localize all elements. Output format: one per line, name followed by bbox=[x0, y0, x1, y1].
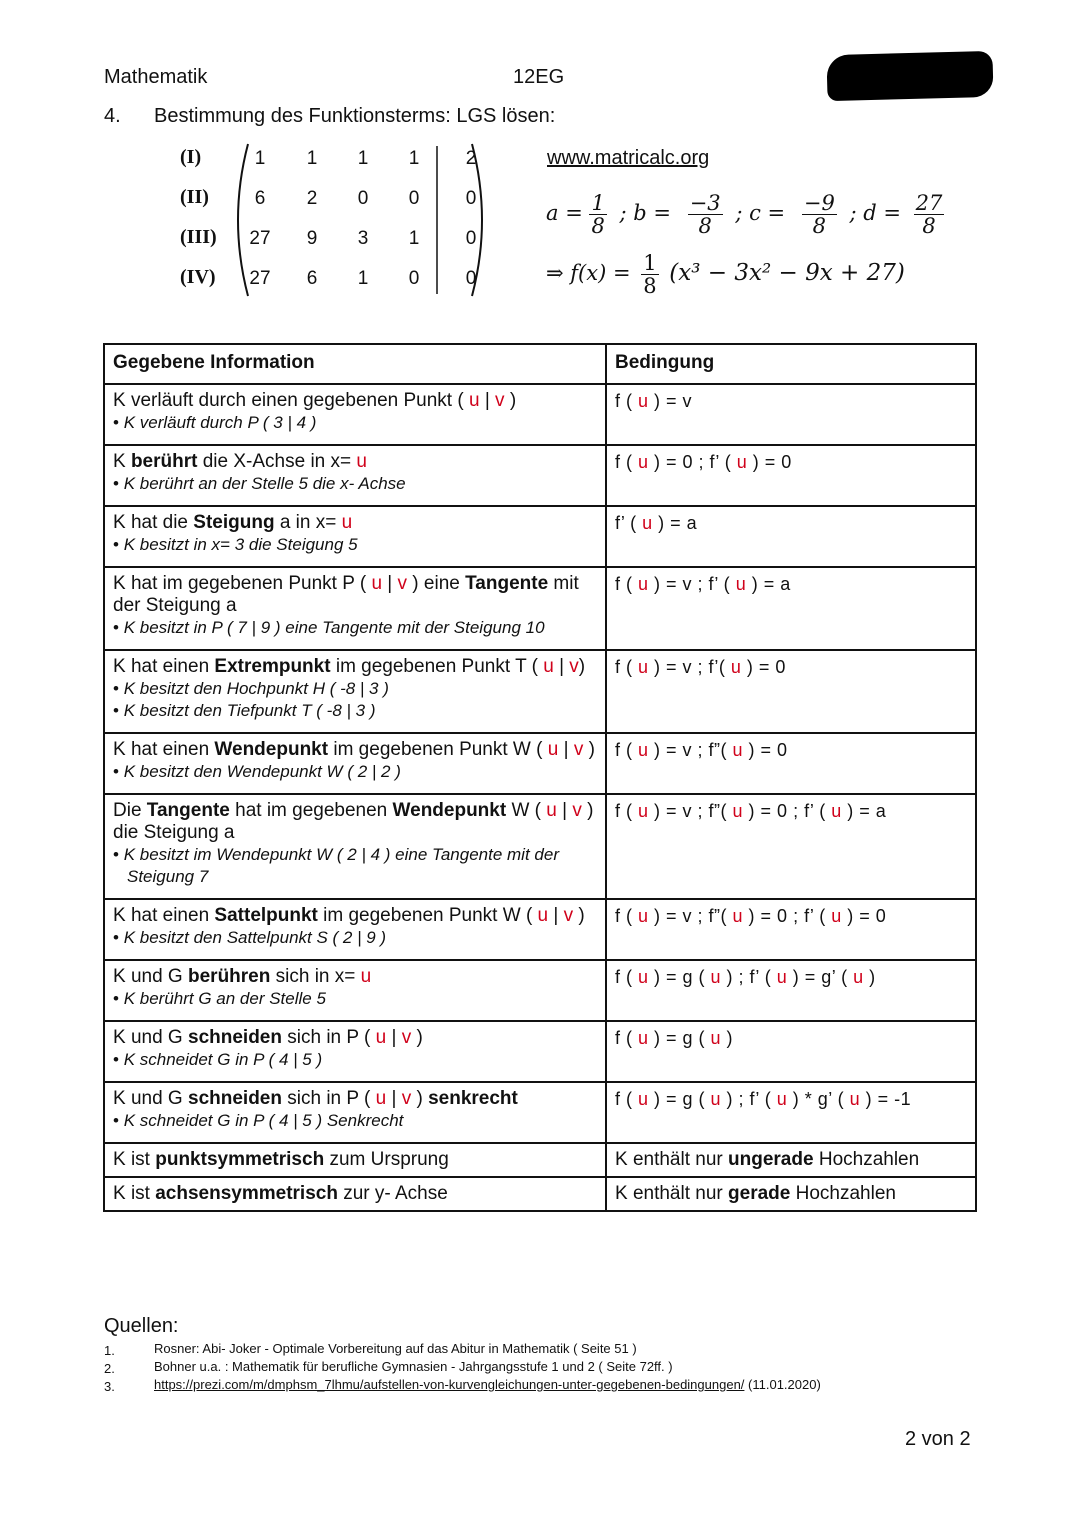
information-text: K und G schneiden sich in P ( u | v ) bbox=[113, 1027, 423, 1048]
condition-text: K enthält nur gerade Hochzahlen bbox=[615, 1183, 896, 1204]
information-text: K verläuft durch einen gegebenen Punkt ( u | v ) bbox=[113, 390, 517, 411]
condition-text: f ( u ) = v ; f’ ( u ) = a bbox=[615, 574, 791, 594]
function-prefix: ⇒ f(x) = bbox=[546, 261, 631, 286]
table-row bbox=[104, 899, 976, 960]
matrix-cell: 0 bbox=[408, 188, 420, 209]
example-bullet: • K besitzt in P ( 7 | 9 ) eine Tangente mit der Steigung 10 bbox=[113, 617, 597, 639]
information-text: K berührt die X-Achse in x= u bbox=[113, 451, 367, 472]
table-header-row bbox=[104, 344, 976, 384]
matrix-cell: 6 bbox=[254, 188, 266, 209]
matrix-row-label: (III) bbox=[180, 226, 217, 248]
source-text: Bohner u.a. : Mathematik für berufliche Gymnasien - Jahrgangsstufe 1 und 2 ( Seite 72ff. ) bbox=[154, 1359, 673, 1374]
condition-cell bbox=[606, 960, 976, 1021]
source-text: https://prezi.com/m/dmphsm_7lhmu/aufstellen-von-kurvengleichungen-unter-gegebenen-bedingungen/ (11.01.2020) bbox=[154, 1377, 821, 1392]
matrix-cell: 1 bbox=[306, 148, 318, 169]
coef-d: $\frac{27}{8}$ bbox=[915, 191, 943, 239]
sources-title: Quellen: bbox=[104, 1315, 179, 1337]
section-number: 4. bbox=[104, 105, 121, 127]
given-information-cell bbox=[104, 384, 606, 445]
matrix-cell: 27 bbox=[249, 268, 271, 289]
function-polynomial: (x³ − 3x² − 9x + 27) bbox=[669, 260, 905, 287]
class-label: 12EG bbox=[513, 66, 565, 88]
table-row bbox=[104, 506, 976, 567]
redacted-name bbox=[826, 51, 993, 101]
conditions-table bbox=[103, 343, 977, 1212]
matrix-cell: 3 bbox=[357, 228, 369, 249]
table-row bbox=[104, 1021, 976, 1082]
given-information-cell bbox=[104, 1021, 606, 1082]
matrix-cell: 6 bbox=[306, 268, 318, 289]
given-information-cell bbox=[104, 960, 606, 1021]
matrix-cell: 9 bbox=[306, 228, 318, 249]
page-number: 2 von 2 bbox=[905, 1428, 971, 1450]
subject-label: Mathematik bbox=[104, 66, 208, 88]
given-information-cell bbox=[104, 1143, 606, 1177]
information-text: K und G schneiden sich in P ( u | v ) senkrecht bbox=[113, 1088, 518, 1109]
matrix-row-label: (II) bbox=[180, 186, 209, 208]
example-bullet: • K verläuft durch P ( 3 | 4 ) bbox=[113, 412, 597, 434]
condition-text: f ( u ) = v ; f”( u ) = 0 ; f’ ( u ) = 0 bbox=[615, 906, 887, 926]
table-row bbox=[104, 794, 976, 899]
source-item bbox=[104, 1359, 1004, 1377]
function-term bbox=[546, 252, 905, 297]
section-title: Bestimmung des Funktionsterms: LGS lösen: bbox=[154, 105, 556, 127]
table-row bbox=[104, 567, 976, 650]
example-bullet: • K besitzt den Tiefpunkt T ( -8 | 3 ) bbox=[113, 700, 597, 722]
coef-b: $\frac{-3}{8}$ bbox=[689, 191, 721, 239]
matrix-cell: 0 bbox=[408, 268, 420, 289]
augmented-matrix bbox=[170, 140, 510, 300]
given-information-cell bbox=[104, 794, 606, 899]
given-information-cell bbox=[104, 650, 606, 733]
information-text: K hat einen Extrempunkt im gegebenen Punkt T ( u | v) bbox=[113, 656, 586, 677]
solver-link[interactable]: www.matricalc.org bbox=[547, 147, 710, 169]
given-information-cell bbox=[104, 899, 606, 960]
example-bullet: • K schneidet G in P ( 4 | 5 ) Senkrecht bbox=[113, 1110, 597, 1132]
example-bullet: • K berührt G an der Stelle 5 bbox=[113, 988, 597, 1010]
coef-a-label: a = bbox=[546, 201, 583, 226]
header-condition: Bedingung bbox=[606, 344, 976, 384]
condition-cell bbox=[606, 1177, 976, 1211]
information-text: K ist achsensymmetrisch zur y- Achse bbox=[113, 1183, 448, 1204]
table-row bbox=[104, 960, 976, 1021]
condition-text: f ( u ) = v bbox=[615, 391, 693, 411]
example-bullet: • K besitzt den Sattelpunkt S ( 2 | 9 ) bbox=[113, 927, 597, 949]
example-bullet: • K besitzt den Wendepunkt W ( 2 | 2 ) bbox=[113, 761, 597, 783]
matrix-cell: 27 bbox=[249, 228, 271, 249]
matrix-rhs-cell: 0 bbox=[465, 268, 477, 289]
condition-cell bbox=[606, 506, 976, 567]
table-row bbox=[104, 445, 976, 506]
source-text: Rosner: Abi- Joker - Optimale Vorbereitung auf das Abitur in Mathematik ( Seite 51 ) bbox=[154, 1341, 637, 1356]
matrix-row-label: (I) bbox=[180, 146, 202, 168]
condition-cell bbox=[606, 1082, 976, 1143]
coef-b-label: ; b = bbox=[619, 201, 672, 226]
information-text: K hat einen Wendepunkt im gegebenen Punkt W ( u | v ) bbox=[113, 739, 595, 760]
matrix-cell: 1 bbox=[254, 148, 266, 169]
given-information-cell bbox=[104, 506, 606, 567]
matrix-rhs-cell: 0 bbox=[465, 228, 477, 249]
coef-c-label: ; c = bbox=[735, 201, 786, 226]
matrix-rhs-cell: 0 bbox=[465, 188, 477, 209]
example-bullet: • K schneidet G in P ( 4 | 5 ) bbox=[113, 1049, 597, 1071]
given-information-cell bbox=[104, 1082, 606, 1143]
table-row bbox=[104, 650, 976, 733]
matrix-cell: 1 bbox=[408, 228, 420, 249]
condition-cell bbox=[606, 794, 976, 899]
coefficients bbox=[546, 192, 944, 237]
matrix-row-label: (IV) bbox=[180, 266, 216, 288]
example-bullet: • K besitzt im Wendepunkt W ( 2 | 4 ) eine Tangente mit der Steigung 7 bbox=[113, 844, 597, 888]
example-bullet: • K berührt an der Stelle 5 die x- Achse bbox=[113, 473, 597, 495]
coef-d-label: ; d = bbox=[849, 201, 901, 226]
sources-list bbox=[104, 1341, 1004, 1395]
table-row bbox=[104, 1082, 976, 1143]
information-text: K hat einen Sattelpunkt im gegebenen Punkt W ( u | v ) bbox=[113, 905, 585, 926]
table-row bbox=[104, 1177, 976, 1211]
information-text: K hat die Steigung a in x= u bbox=[113, 512, 353, 533]
condition-cell bbox=[606, 1143, 976, 1177]
source-number: 2. bbox=[104, 1361, 115, 1376]
condition-cell bbox=[606, 445, 976, 506]
example-bullet: • K besitzt den Hochpunkt H ( -8 | 3 ) bbox=[113, 678, 597, 700]
source-item bbox=[104, 1341, 1004, 1359]
condition-cell bbox=[606, 733, 976, 794]
matrix-cell: 0 bbox=[357, 188, 369, 209]
given-information-cell bbox=[104, 567, 606, 650]
given-information-cell bbox=[104, 733, 606, 794]
condition-text: f ( u ) = v ; f’( u ) = 0 bbox=[615, 657, 786, 677]
matrix-rhs-cell: 2 bbox=[465, 148, 477, 169]
matrix-cell: 1 bbox=[357, 148, 369, 169]
source-number: 1. bbox=[104, 1343, 115, 1358]
condition-cell bbox=[606, 899, 976, 960]
condition-text: K enthält nur ungerade Hochzahlen bbox=[615, 1149, 920, 1170]
table-row bbox=[104, 733, 976, 794]
information-text: K und G berühren sich in x= u bbox=[113, 966, 372, 987]
condition-cell bbox=[606, 567, 976, 650]
source-number: 3. bbox=[104, 1379, 115, 1394]
given-information-cell bbox=[104, 445, 606, 506]
condition-text: f’ ( u ) = a bbox=[615, 513, 698, 533]
information-text: K hat im gegebenen Punkt P ( u | v ) eine Tangente mit der Steigung a bbox=[113, 573, 579, 616]
function-factor: $\frac{1}{8}$ bbox=[643, 251, 657, 299]
condition-text: f ( u ) = g ( u ) ; f’ ( u ) = g’ ( u ) bbox=[615, 967, 876, 987]
coef-c: $\frac{-9}{8}$ bbox=[803, 191, 835, 239]
condition-cell bbox=[606, 1021, 976, 1082]
coef-a: $\frac{1}{8}$ bbox=[591, 191, 605, 239]
table-row bbox=[104, 384, 976, 445]
information-text: Die Tangente hat im gegebenen Wendepunkt W ( u | v ) die Steigung a bbox=[113, 800, 594, 843]
table-row bbox=[104, 1143, 976, 1177]
example-bullet: • K besitzt in x= 3 die Steigung 5 bbox=[113, 534, 597, 556]
condition-cell bbox=[606, 384, 976, 445]
header-given-information: Gegebene Information bbox=[104, 344, 606, 384]
condition-text: f ( u ) = v ; f”( u ) = 0 ; f’ ( u ) = a bbox=[615, 801, 887, 821]
condition-text: f ( u ) = g ( u ) ; f’ ( u ) * g’ ( u ) = -1 bbox=[615, 1089, 912, 1109]
source-link[interactable]: https://prezi.com/m/dmphsm_7lhmu/aufstellen-von-kurvengleichungen-unter-gegebenen-bedingungen/ bbox=[154, 1377, 745, 1392]
source-item bbox=[104, 1377, 1004, 1395]
condition-text: f ( u ) = v ; f”( u ) = 0 bbox=[615, 740, 788, 760]
condition-cell bbox=[606, 650, 976, 733]
information-text: K ist punktsymmetrisch zum Ursprung bbox=[113, 1149, 449, 1170]
condition-text: f ( u ) = 0 ; f’ ( u ) = 0 bbox=[615, 452, 792, 472]
condition-text: f ( u ) = g ( u ) bbox=[615, 1028, 734, 1048]
given-information-cell bbox=[104, 1177, 606, 1211]
matrix-cell: 2 bbox=[306, 188, 318, 209]
matrix-cell: 1 bbox=[357, 268, 369, 289]
matrix-cell: 1 bbox=[408, 148, 420, 169]
